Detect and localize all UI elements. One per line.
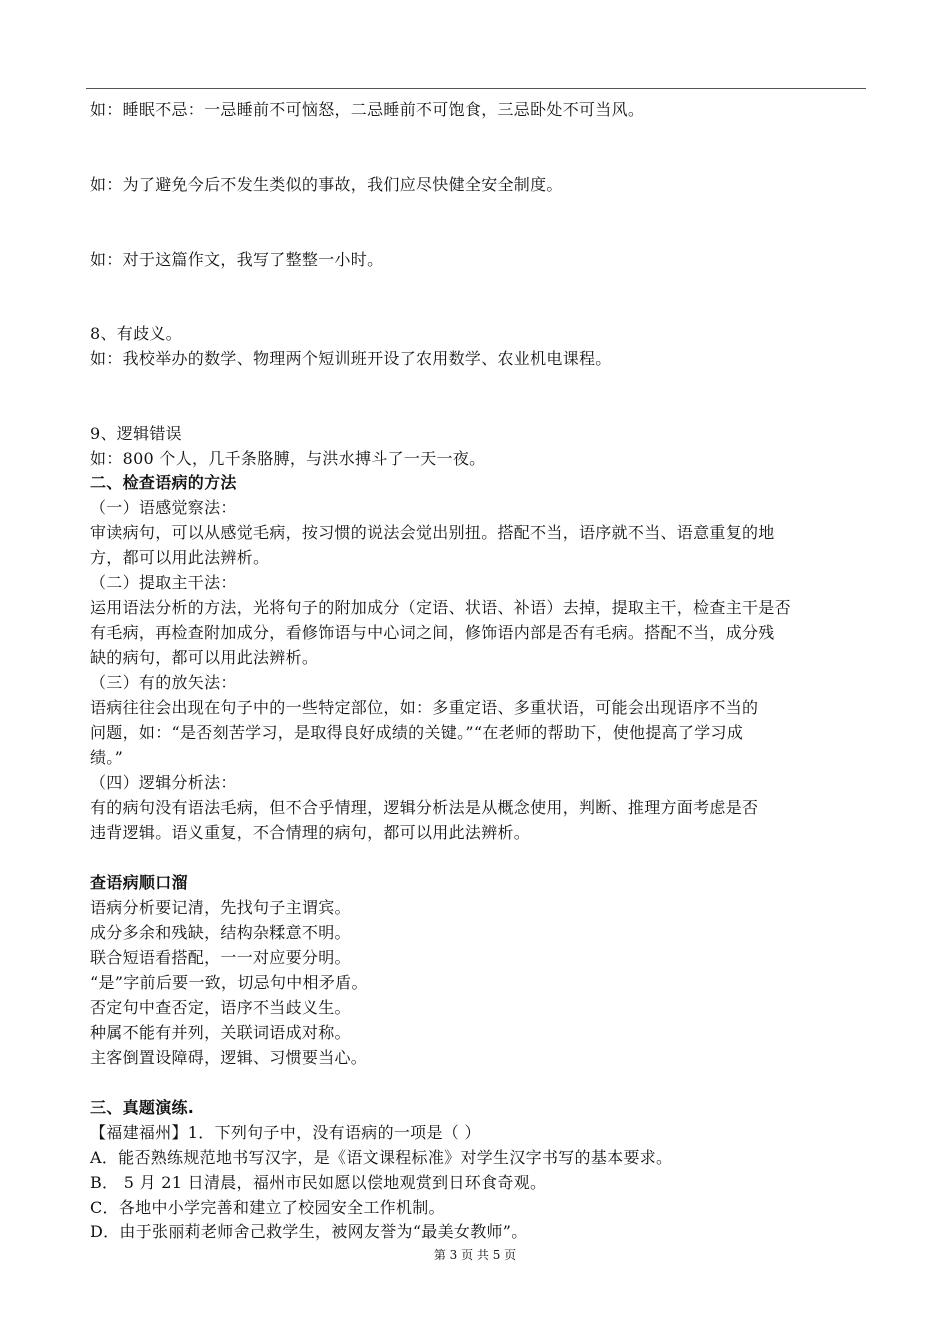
example-line: 如：对于这篇作文，我写了整整一小时。	[90, 250, 384, 269]
question-text: 【福建福州】1．下列句子中，没有语病的一项是（ ）	[90, 1123, 481, 1142]
item-title: 9、逻辑错误	[90, 424, 182, 443]
example-line: 如：睡眠不忌：一忌睡前不可恼怒，二忌睡前不可饱食，三忌卧处不可当风。	[90, 100, 645, 119]
rhyme-line: 主客倒置设障碍，逻辑、习惯要当心。	[90, 1048, 368, 1067]
method-text: 审读病句，可以从感觉毛病，按习惯的说法会觉出别扭。搭配不当，语序就不当、语意重复的地	[90, 523, 775, 542]
method-title: （二）提取主干法：	[90, 573, 237, 592]
method-text: 违背逻辑。语义重复，不合情理的病句，都可以用此法辨析。	[90, 823, 531, 842]
method-text: 有毛病，再检查附加成分，看修饰语与中心词之间，修饰语内部是否有毛病。搭配不当，成分残	[90, 623, 775, 642]
method-text: 问题，如：“是否刻苦学习，是取得良好成绩的关键。”“在老师的帮助下，使他提高了学习成	[90, 723, 744, 742]
method-text: 缺的病句，都可以用此法辨析。	[90, 648, 319, 667]
example-line: 如：为了避免今后不发生类似的事故，我们应尽快健全安全制度。	[90, 175, 563, 194]
method-text: 运用语法分析的方法，光将句子的附加成分（定语、状语、补语）去掉，提取主干，检查主干是否	[90, 598, 791, 617]
example-line: 如：我校举办的数学、物理两个短训班开设了农用数学、农业机电课程。	[90, 349, 612, 368]
method-text: 有的病句没有语法毛病，但不合乎情理，逻辑分析法是从概念使用，判断、推理方面考虑是否	[90, 798, 759, 817]
method-text: 语病往往会出现在句子中的一些特定部位，如：多重定语、多重状语，可能会出现语序不当的	[90, 698, 759, 717]
method-text: 方，都可以用此法辨析。	[90, 548, 270, 567]
method-title: （一）语感觉察法：	[90, 498, 237, 517]
method-text: 绩。”	[90, 748, 124, 767]
rhyme-line: 联合短语看搭配，一一对应要分明。	[90, 948, 351, 967]
example-line: 如：800 个人，几千条胳膊，与洪水搏斗了一天一夜。	[90, 449, 486, 468]
header-rule	[86, 88, 866, 89]
method-title: （三）有的放矢法：	[90, 673, 237, 692]
option-c: C．各地中小学完善和建立了校园安全工作机制。	[90, 1198, 445, 1217]
item-title: 8、有歧义。	[90, 324, 182, 343]
option-b: B． 5 月 21 日清晨，福州市民如愿以偿地观赏到日环食奇观。	[90, 1173, 547, 1192]
rhyme-line: 种属不能有并列，关联词语成对称。	[90, 1023, 351, 1042]
option-d: D．由于张丽莉老师舍己救学生，被网友誉为“最美女教师”。	[90, 1222, 528, 1241]
rhyme-line: 语病分析要记清，先找句子主谓宾。	[90, 898, 351, 917]
rhyme-line: “是”字前后要一致，切忌句中相矛盾。	[90, 973, 368, 992]
section-heading: 二、检查语病的方法	[90, 473, 237, 492]
section-heading: 三、真题演练.	[90, 1098, 195, 1117]
rhyme-line: 否定句中查否定，语序不当歧义生。	[90, 998, 351, 1017]
rhyme-line: 成分多余和残缺，结构杂糅意不明。	[90, 923, 351, 942]
page-footer: 第 3 页 共 5 页	[433, 1248, 517, 1262]
method-title: （四）逻辑分析法：	[90, 773, 237, 792]
option-a: A．能否熟练规范地书写汉字，是《语文课程标准》对学生汉字书写的基本要求。	[90, 1148, 673, 1167]
rhyme-heading: 查语病顺口溜	[90, 873, 188, 892]
